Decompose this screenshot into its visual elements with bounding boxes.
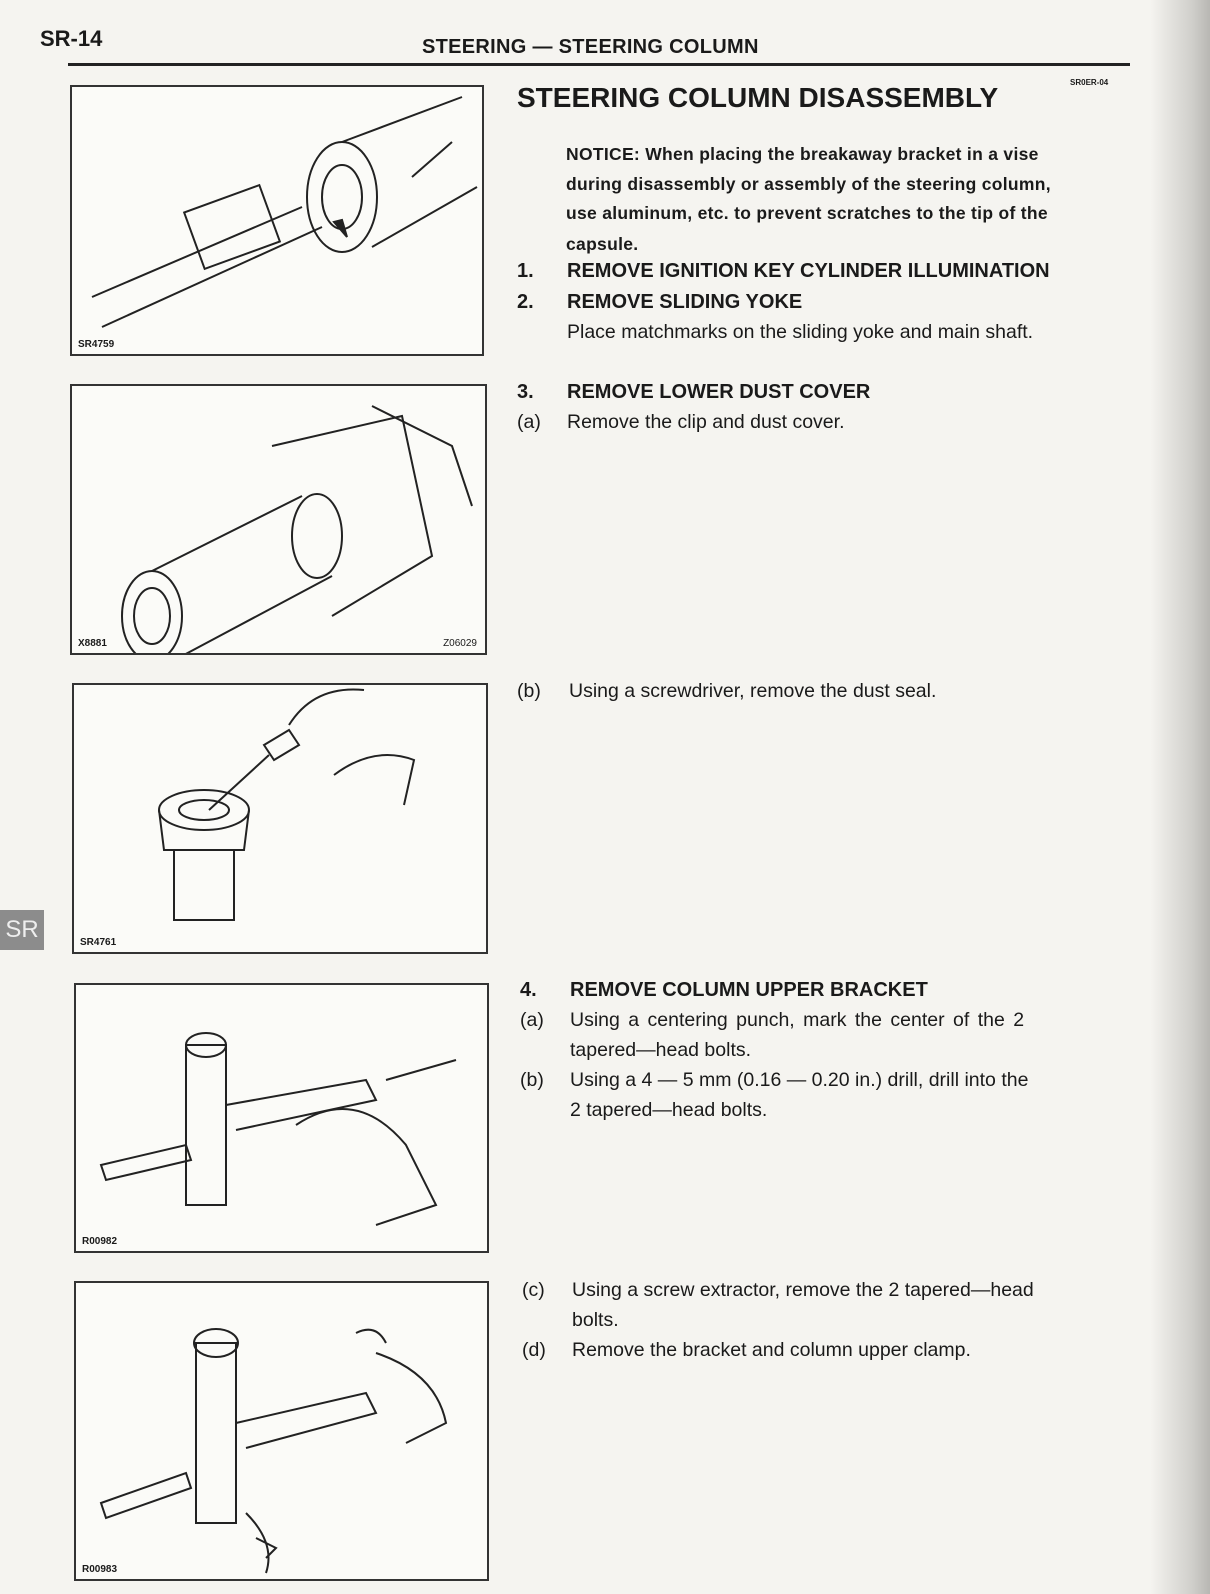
substep-number: (d) [522,1339,546,1361]
substep-text: Remove the bracket and column upper clamp. [572,1339,971,1361]
step-heading: REMOVE IGNITION KEY CYLINDER ILLUMINATION [567,260,1050,282]
step-number: 3. [517,381,534,403]
notice-line: use aluminum, etc. to prevent scratches to the tip of the [566,203,1048,223]
dust-seal-illustration [74,685,486,952]
figure-sliding-yoke [70,85,484,356]
substep-number: (a) [520,1009,544,1031]
step-number: 1. [517,260,534,282]
page-number: SR-14 [40,26,103,51]
reference-code: SR0ER-04 [1070,78,1109,87]
figure-label: X8881 [78,638,107,649]
figure-label: R00982 [82,1236,118,1247]
figure-label: SR4759 [78,339,115,350]
dust-cover-illustration [72,386,485,653]
step-heading: REMOVE SLIDING YOKE [567,291,803,313]
notice-line: capsule. [566,234,639,254]
figure-drill-bolts [74,983,489,1253]
substep-number: (b) [520,1069,544,1091]
substep-text: Using a 4 — 5 mm (0.16 — 0.20 in.) drill, drill into the [570,1069,1029,1091]
figure-label: SR4761 [80,937,117,948]
step-number: 4. [520,979,537,1001]
figure-dust-cover [70,384,487,655]
substep-text: Remove the clip and dust cover. [567,411,845,433]
page-title: STEERING COLUMN DISASSEMBLY [517,82,999,113]
step-text: Place matchmarks on the sliding yoke and main shaft. [567,321,1034,343]
section-header: STEERING — STEERING COLUMN [422,36,759,58]
drill-bolts-illustration [76,985,487,1251]
substep-text: bolts. [572,1309,619,1331]
screw-extractor-illustration [76,1283,487,1579]
substep-text: Using a screw extractor, remove the 2 tapered—head [572,1279,1034,1301]
substep-text: tapered—head bolts. [570,1039,752,1061]
substep-text: 2 tapered—head bolts. [570,1099,768,1121]
step-heading: REMOVE LOWER DUST COVER [567,381,871,403]
figure-code: Z06029 [443,638,477,649]
substep-text: Using a centering punch, mark the center of the 2 [570,1009,1025,1031]
substep-number: (c) [522,1279,545,1301]
substep-number: (b) [517,680,541,702]
figure-label: R00983 [82,1564,118,1575]
figure-screw-extractor [74,1281,489,1581]
scan-edge-shadow [1150,0,1210,1594]
substep-text: Using a screwdriver, remove the dust seal. [569,680,937,702]
sliding-yoke-illustration [72,87,482,354]
section-tab: SR [0,910,44,950]
notice-line: NOTICE: When placing the breakaway bracket in a vise [566,144,1039,164]
substep-number: (a) [517,411,541,433]
step-number: 2. [517,291,534,313]
notice-line: during disassembly or assembly of the steering column, [566,174,1051,194]
header-rule [68,63,1130,66]
figure-dust-seal [72,683,488,954]
step-heading: REMOVE COLUMN UPPER BRACKET [570,979,928,1001]
